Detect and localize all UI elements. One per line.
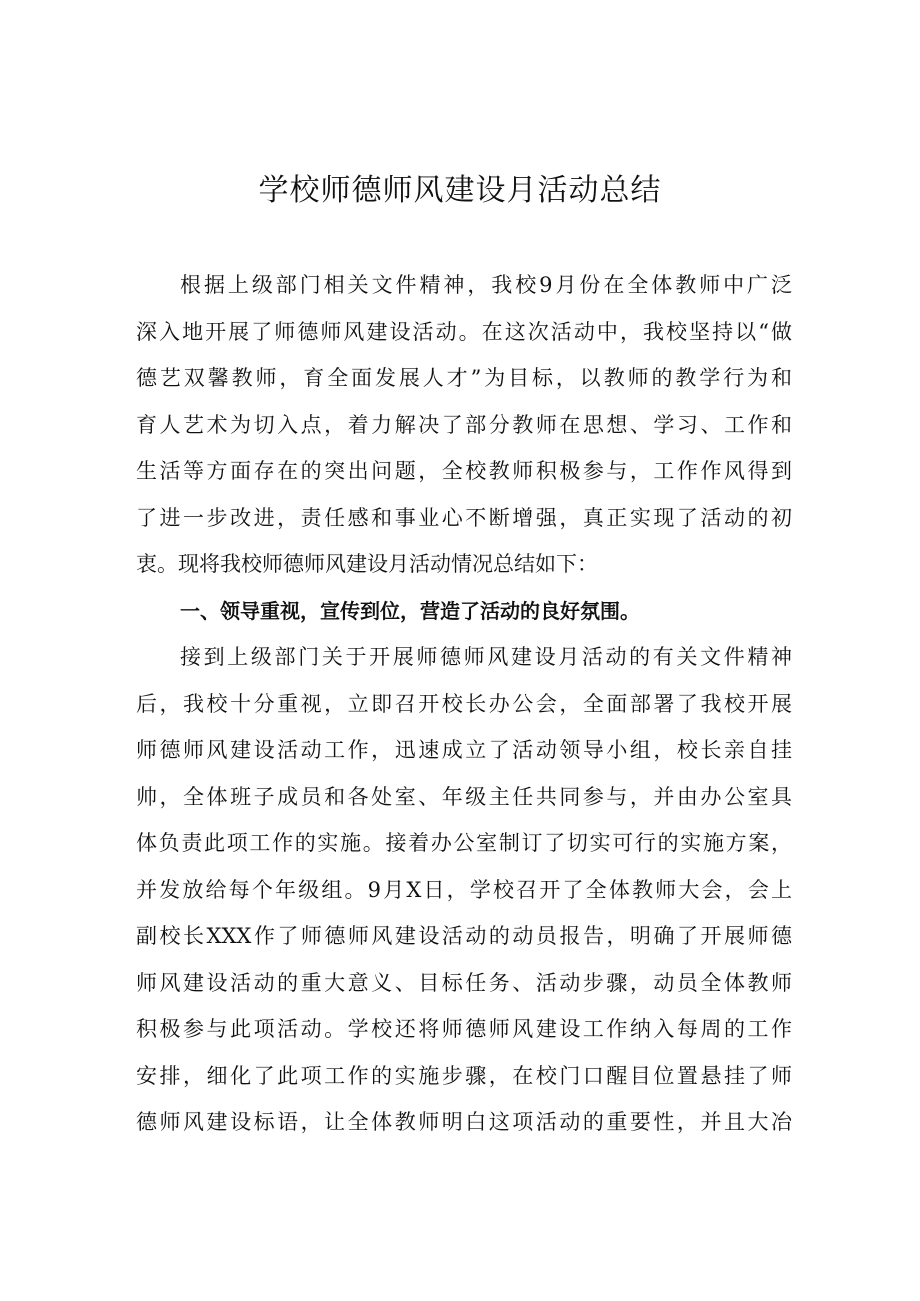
paragraph-2-line: 体负责此项工作的实施。接着办公室制订了切实可行的实施方案， <box>136 831 792 855</box>
paragraph-1-line: 德艺双馨教师，育全面发展人才”为目标，以教师的教学行为和 <box>136 366 792 390</box>
paragraph-2-line: 德师风建设标语，让全体教师明白这项活动的重要性，并且大冶 <box>136 1110 792 1134</box>
paragraph-1-line: 了进一步改进，责任感和事业心不断增强，真正实现了活动的初 <box>136 505 792 530</box>
paragraph-2-line: 安排，细化了此项工作的实施步骤，在校门口醒目位置悬挂了师 <box>136 1063 792 1088</box>
paragraph-2-line: 帅，全体班子成员和各处室、年级主任共同参与，并由办公室具 <box>136 784 792 809</box>
paragraph-2-line: 师德师风建设活动工作，迅速成立了活动领导小组，校长亲自挂 <box>136 738 792 762</box>
paragraph-2-line: 后，我校十分重视，立即召开校长办公会，全面部署了我校开展 <box>136 691 792 716</box>
paragraph-1-line: 深入地开展了师德师风建设活动。在这次活动中，我校坚持以“做 <box>136 319 792 344</box>
paragraph-2-line: 师风建设活动的重大意义、目标任务、活动步骤，动员全体教师 <box>136 970 792 995</box>
paragraph-1-line: 育人艺术为切入点，着力解决了部分教师在思想、学习、工作和 <box>136 412 792 437</box>
document-title: 学校师德师风建设月活动总结 <box>258 173 662 208</box>
paragraph-1-line: 衷。现将我校师德师风建设月活动情况总结如下： <box>136 552 598 576</box>
document-body <box>136 262 792 1146</box>
paragraph-1-line: 生活等方面存在的突出问题，全校教师积极参与，工作作风得到 <box>136 459 792 483</box>
paragraph-2-line: 接到上级部门关于开展师德师风建设月活动的有关文件精神 <box>180 645 792 669</box>
section-heading: 一、领导重视，宣传到位，营造了活动的良好氛围。 <box>180 598 640 623</box>
paragraph-2-line: 并发放给每个年级组。9月X日，学校召开了全体教师大会，会上 <box>136 877 792 902</box>
paragraph-1-line: 根据上级部门相关文件精神，我校9月份在全体教师中广泛 <box>180 273 792 297</box>
paragraph-2-line: 副校长XXX作了师德师风建设活动的动员报告，明确了开展师德 <box>136 924 792 948</box>
paragraph-2-line: 积极参与此项活动。学校还将师德师风建设工作纳入每周的工作 <box>136 1017 792 1041</box>
